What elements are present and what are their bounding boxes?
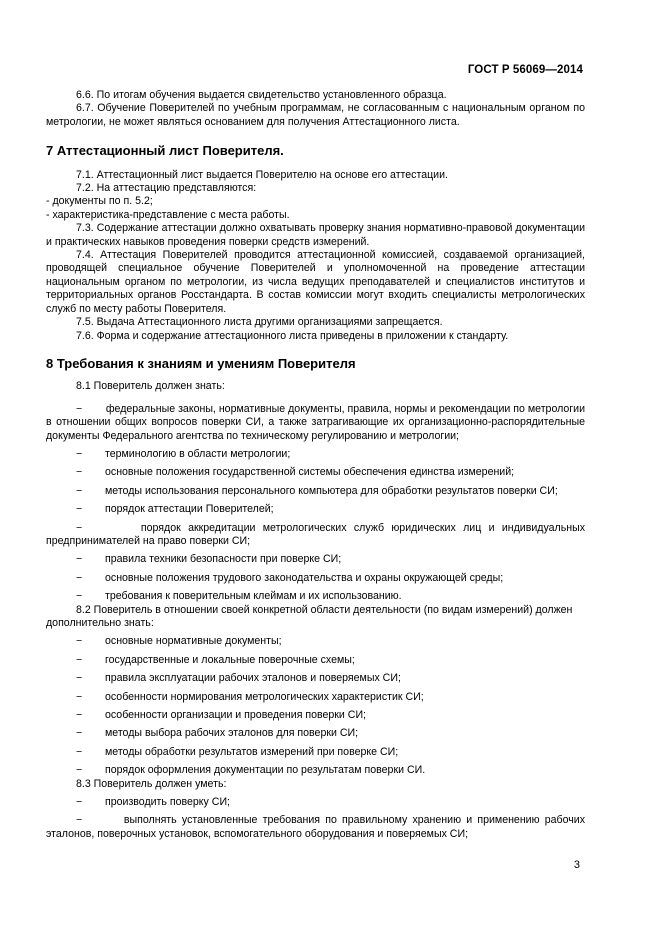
dash-marker: − — [76, 484, 83, 497]
dash-marker: − — [76, 727, 83, 740]
section-8-title: 8 Требования к знаниям и умениям Поверителя — [46, 355, 356, 371]
list-item-8-2-4 — [46, 691, 585, 704]
dash-marker: − — [76, 447, 83, 460]
list-item-8-2-2 — [46, 654, 585, 667]
dash-marker: − — [76, 653, 83, 666]
list-item-text: основные положения трудового законодательства и охраны окружающей среды; — [105, 571, 504, 584]
list-item-8-2-5 — [46, 709, 585, 722]
list-item-text: особенности нормирования метрологических характеристик СИ; — [105, 690, 424, 703]
list-item-text: порядок аттестации Поверителей; — [105, 503, 274, 516]
page-number: 3 — [573, 859, 580, 871]
document-id-header: ГОСТ Р 56069—2014 — [467, 64, 583, 76]
list-item-8-2-6 — [46, 727, 585, 740]
list-item-text: основные положения государственной системы обеспечения единства измерений; — [105, 466, 515, 479]
list-item-8-1-2 — [46, 448, 585, 461]
dash-marker: − — [76, 571, 83, 584]
list-item-8-1-8 — [46, 572, 585, 585]
list-item-8-1-3 — [46, 466, 585, 479]
list-item-8-1-7 — [46, 553, 585, 566]
dash-marker: − — [76, 672, 83, 685]
dash-marker: − — [76, 553, 83, 566]
dash-marker: − — [76, 690, 83, 703]
list-item-text: терминологию в области метрологии; — [105, 447, 291, 460]
list-item-8-2-3 — [46, 672, 585, 685]
para-7-1: 7.1. Аттестационный лист выдается Поверителю на основе его аттестации. — [76, 168, 448, 181]
para-8-3: 8.3 Поверитель должен уметь: — [76, 777, 227, 790]
para-7-3: 7.3. Содержание аттестации должно охватывать проверку знания нормативно-правовой документации и практических навыков проведения поверки средств измерений. — [46, 222, 585, 248]
para-7-4: 7.4. Аттестация Поверителей проводится аттестационной комиссией, создаваемой организацией, проводящей специальное обучение Поверителей и уполномоченной на проведение аттестации национальным органом по метрологии, из числа ведущих преподавателей и специалистов институтов и территориальных органов Росстандарта. В состав комиссии могут входить специалисты метрологических служб по месту работы Поверителя. — [46, 249, 585, 315]
para-8-1: 8.1 Поверитель должен знать: — [76, 380, 225, 393]
list-item-text: методы обработки результатов измерений при поверке СИ; — [105, 745, 399, 758]
list-item-8-3-2: − выполнять установленные требования по правильному хранению и применению рабочих эталонов, поверочных установок, вспомогательного оборудования и поверяемых СИ; — [46, 814, 585, 840]
list-item-8-1-5 — [46, 503, 585, 516]
list-item-8-2-7 — [46, 746, 585, 759]
para-7-6: 7.6. Форма и содержание аттестационного листа приведены в приложении к стандарту. — [76, 329, 509, 342]
list-item-text: государственные и локальные поверочные схемы; — [105, 653, 355, 666]
dash-marker: − — [76, 590, 83, 603]
list-item-text: порядок оформления документации по результатам поверки СИ. — [105, 764, 426, 777]
list-item-8-1-6: − порядок аккредитации метрологических служб юридических лиц и индивидуальных предпринимателей на право поверки СИ; — [46, 521, 585, 547]
dash-marker: − — [76, 635, 83, 648]
list-item-8-2-1 — [46, 635, 585, 648]
para-8-2: 8.2 Поверитель в отношении своей конкретной области деятельности (по видам измерений) должен дополнительно знать: — [46, 603, 573, 629]
para-6-7: 6.7. Обучение Поверителей по учебным программам, не согласованным с национальным органом по метрологии, не может являться основанием для получения Аттестационного листа. — [46, 102, 585, 128]
para-6-6: 6.6. По итогам обучения выдается свидетельство установленного образца. — [76, 89, 447, 101]
list-item-text: основные нормативные документы; — [105, 635, 282, 648]
list-item-text: методы использования персонального компьютера для обработки результатов поверки СИ; — [105, 484, 558, 497]
list-item-8-2-8 — [46, 764, 585, 777]
list-item-text: методы выбора рабочих эталонов для поверки СИ; — [105, 727, 359, 740]
dash-marker: − — [76, 709, 83, 722]
list-item-text: правила эксплуатации рабочих эталонов и поверяемых СИ; — [105, 672, 401, 685]
dash-marker: − — [76, 764, 83, 777]
list-item-text: требования к поверительным клеймам и их использованию. — [105, 590, 402, 603]
para-7-2: 7.2. На аттестацию представляются: — [76, 182, 257, 195]
list-item-8-1-9 — [46, 590, 585, 603]
para-7-2-item-2: - характеристика-представление с места работы. — [46, 208, 290, 221]
para-7-2-item-1: - документы по п. 5.2; — [46, 195, 153, 208]
dash-marker: − — [76, 796, 83, 809]
list-item-8-3-1 — [46, 796, 585, 809]
section-7-title: 7 Аттестационный лист Поверителя. — [46, 143, 284, 159]
dash-marker: − — [76, 745, 83, 758]
list-item-text: особенности организации и проведения поверки СИ; — [105, 709, 367, 722]
list-item-text: правила техники безопасности при поверке СИ; — [105, 553, 342, 566]
para-7-5: 7.5. Выдача Аттестационного листа другими организациями запрещается. — [76, 316, 443, 329]
list-item-text: производить поверку СИ; — [105, 796, 230, 809]
dash-marker: − — [76, 466, 83, 479]
list-item-8-1-4 — [46, 485, 585, 498]
dash-marker: − — [76, 503, 83, 516]
list-item-8-1-1: − федеральные законы, нормативные документы, правила, нормы и рекомендации по метрологии в отношении общих вопросов поверки СИ, а также затрагивающие их организационно-распорядительные документы Федерального агентства по техническому регулированию и метрологии; — [46, 402, 585, 442]
document-body — [46, 89, 585, 841]
